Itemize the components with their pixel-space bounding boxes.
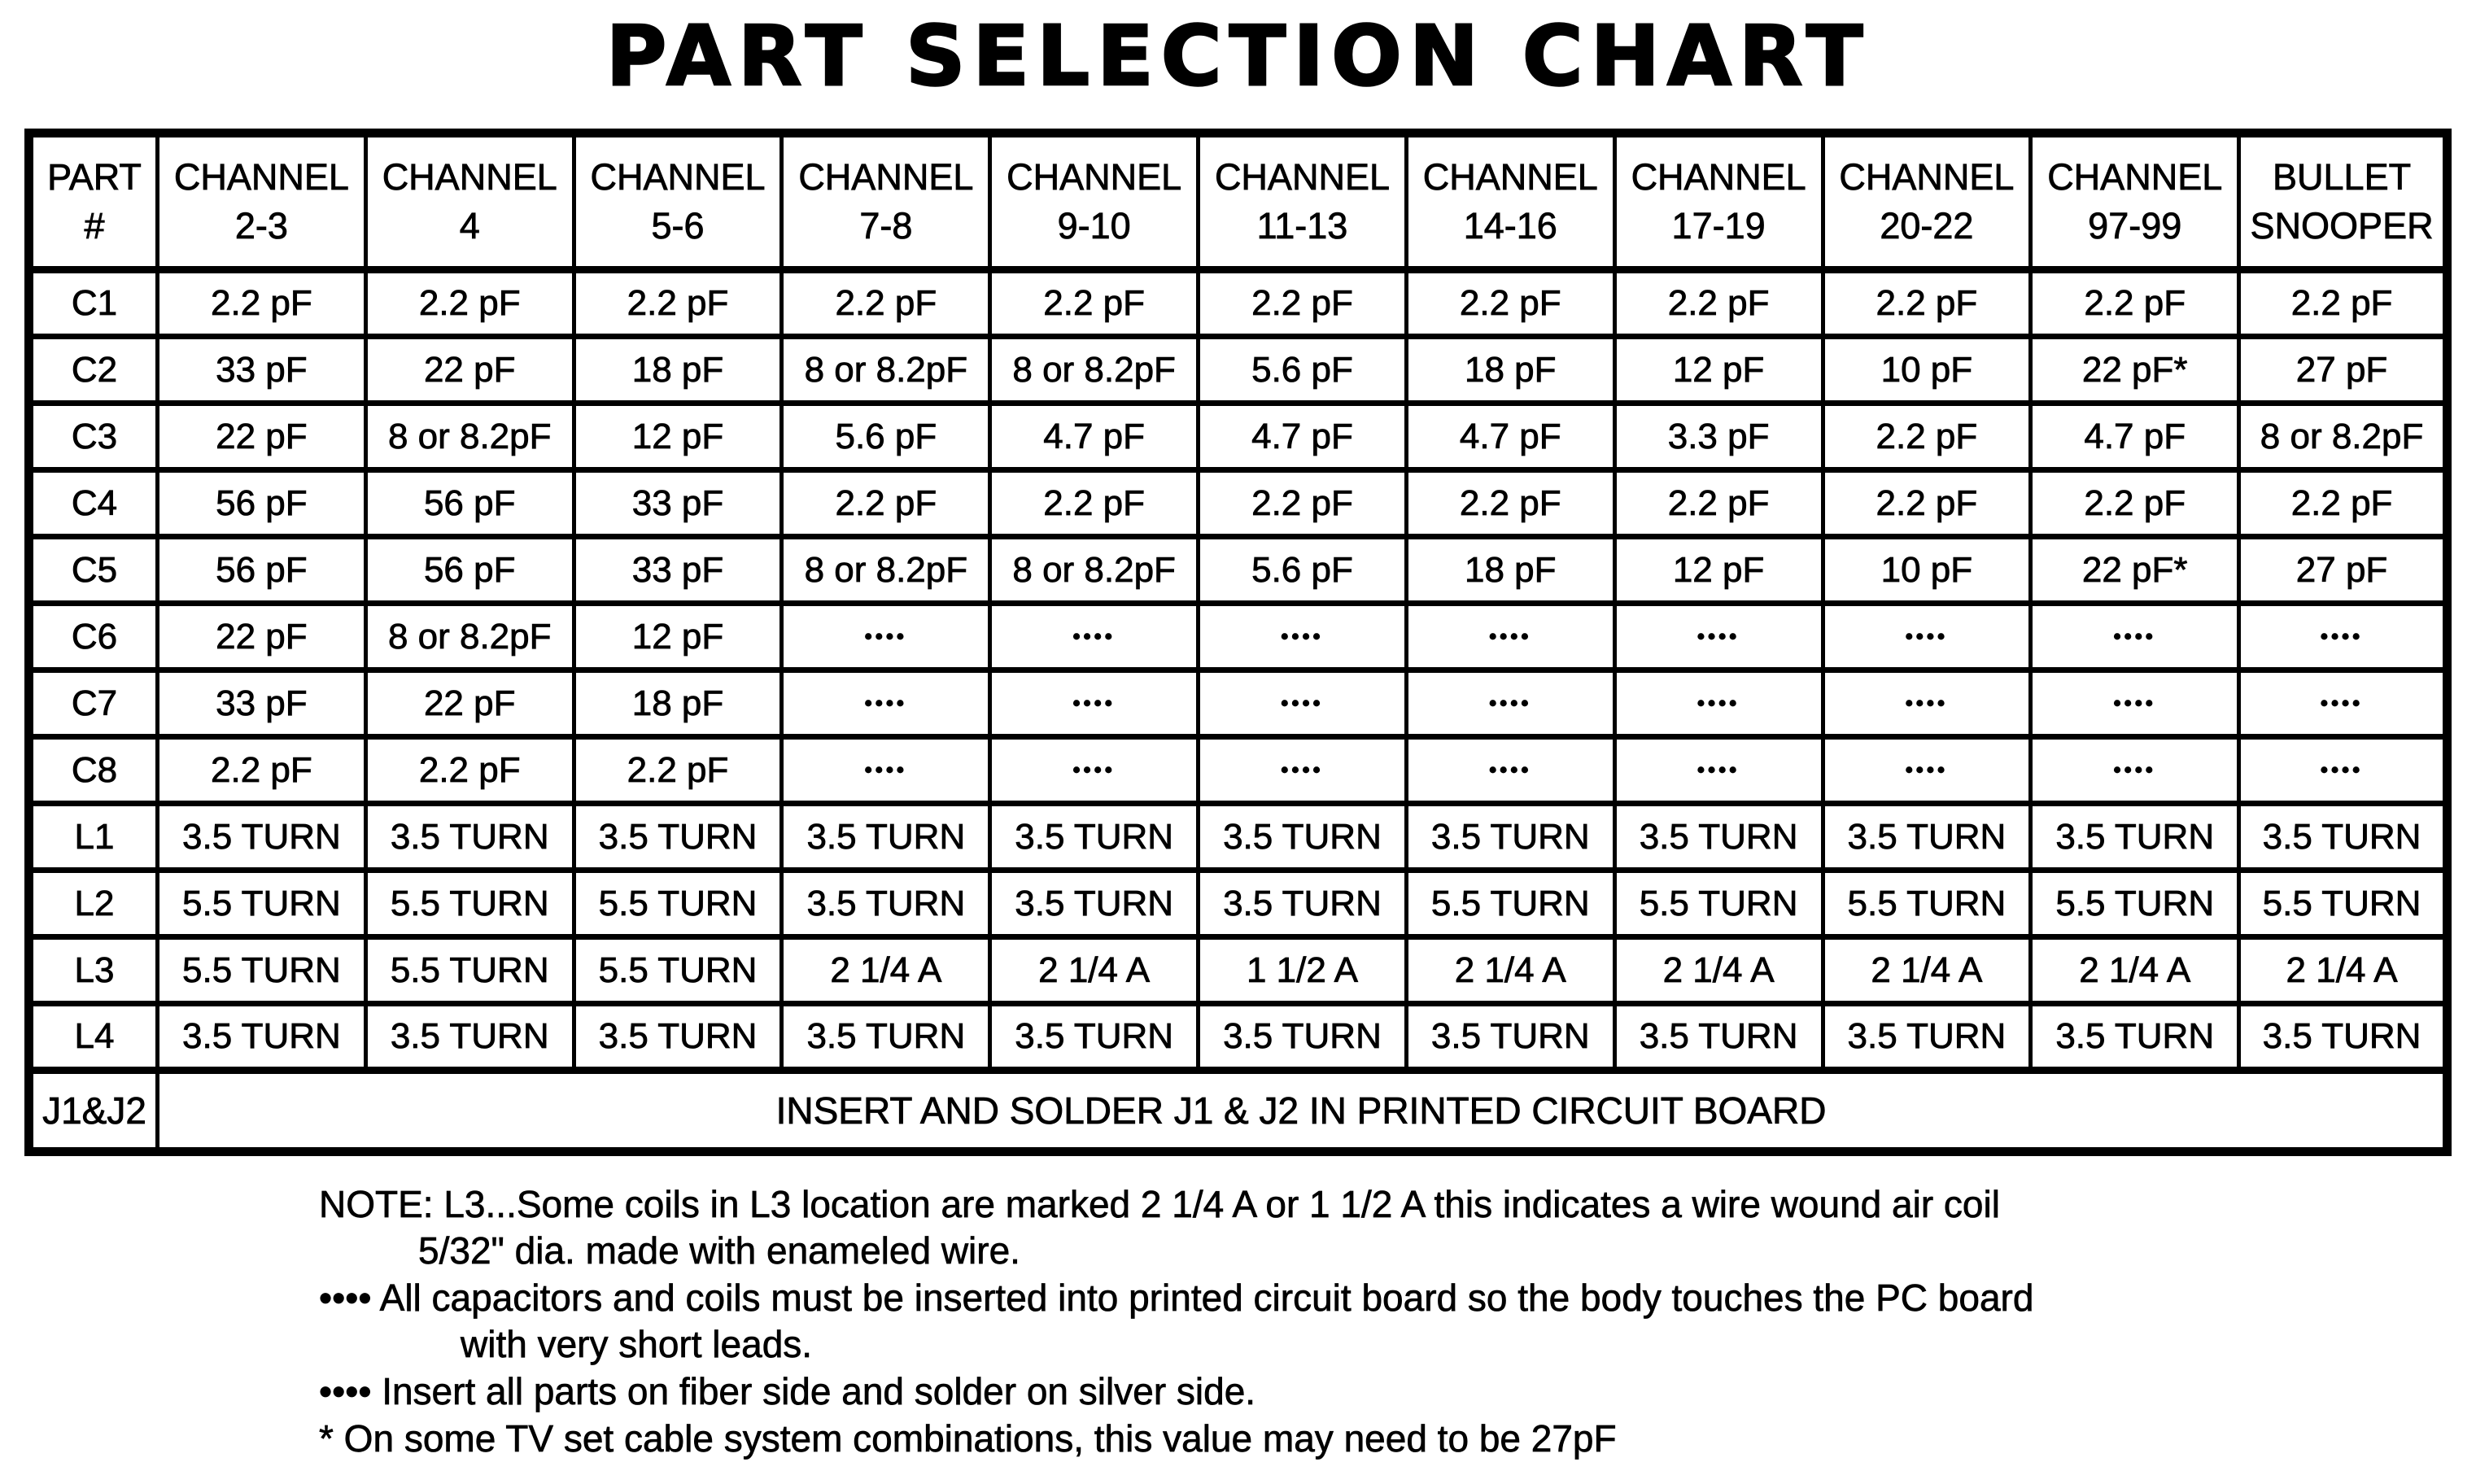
table-row-c6 xyxy=(29,604,2448,670)
part-number-cell: L1 xyxy=(29,804,158,871)
value-cell: 2 1/4 A xyxy=(2239,937,2448,1004)
value-cell: 2.2 pF xyxy=(1199,470,1407,537)
value-cell: 27 pF xyxy=(2239,537,2448,604)
value-cell: 2.2 pF xyxy=(782,470,990,537)
part-selection-table xyxy=(24,129,2452,1156)
value-cell: 5.6 pF xyxy=(1199,337,1407,404)
value-cell: •••• xyxy=(990,670,1199,737)
value-cell: 2.2 pF xyxy=(1614,270,1823,337)
value-cell: 2 1/4 A xyxy=(990,937,1199,1004)
note-line: •••• Insert all parts on fiber side and solder on silver side. xyxy=(319,1370,1256,1412)
value-cell: 3.5 TURN xyxy=(1614,804,1823,871)
value-cell: 8 or 8.2pF xyxy=(990,337,1199,404)
value-cell: 2 1/4 A xyxy=(1823,937,2031,1004)
value-cell: 12 pF xyxy=(1614,537,1823,604)
value-cell: •••• xyxy=(1823,604,2031,670)
value-cell: 33 pF xyxy=(574,537,782,604)
value-cell: 3.3 pF xyxy=(1614,404,1823,470)
table-row-l2 xyxy=(29,871,2448,937)
value-cell: 2.2 pF xyxy=(2031,270,2239,337)
value-cell: 3.5 TURN xyxy=(1199,1004,1407,1071)
value-cell: 4.7 pF xyxy=(990,404,1199,470)
value-cell: 5.5 TURN xyxy=(2031,871,2239,937)
value-cell: •••• xyxy=(2239,737,2448,804)
note-line: 5/32" dia. made with enameled wire. xyxy=(418,1229,1020,1272)
table-row-l1 xyxy=(29,804,2448,871)
value-cell: 3.5 TURN xyxy=(1199,804,1407,871)
column-header-channel-4: CHANNEL 4 xyxy=(365,133,574,270)
value-cell: 33 pF xyxy=(158,337,366,404)
value-cell: •••• xyxy=(782,670,990,737)
part-number-cell: C3 xyxy=(29,404,158,470)
value-cell: 2.2 pF xyxy=(990,270,1199,337)
value-cell: 56 pF xyxy=(365,470,574,537)
value-cell: •••• xyxy=(1823,737,2031,804)
value-cell: •••• xyxy=(1406,670,1614,737)
column-header-channel-9-10: CHANNEL 9-10 xyxy=(990,133,1199,270)
value-cell: 2.2 pF xyxy=(782,270,990,337)
value-cell: 22 pF* xyxy=(2031,537,2239,604)
value-cell: 12 pF xyxy=(574,604,782,670)
value-cell: •••• xyxy=(1199,737,1407,804)
table-row-c5 xyxy=(29,537,2448,604)
note-line: •••• All capacitors and coils must be inserted into printed circuit board so the body touches the PC board xyxy=(319,1277,2034,1319)
column-header-channel-2-3: CHANNEL 2-3 xyxy=(158,133,366,270)
part-number-cell: C5 xyxy=(29,537,158,604)
value-cell: 5.5 TURN xyxy=(574,937,782,1004)
value-cell: 2.2 pF xyxy=(365,270,574,337)
value-cell: •••• xyxy=(1614,670,1823,737)
note-line: with very short leads. xyxy=(461,1323,813,1365)
value-cell: 3.5 TURN xyxy=(782,871,990,937)
value-cell: 3.5 TURN xyxy=(158,804,366,871)
value-cell: 3.5 TURN xyxy=(365,804,574,871)
column-header-channel-17-19: CHANNEL 17-19 xyxy=(1614,133,1823,270)
part-number-cell: C2 xyxy=(29,337,158,404)
value-cell: 4.7 pF xyxy=(2031,404,2239,470)
value-cell: 2.2 pF xyxy=(158,270,366,337)
part-number-cell: L4 xyxy=(29,1004,158,1071)
value-cell: 3.5 TURN xyxy=(2031,1004,2239,1071)
value-cell: 5.5 TURN xyxy=(365,871,574,937)
note-capacitors-coils-insert xyxy=(319,1275,2033,1368)
column-header-channel-14-16: CHANNEL 14-16 xyxy=(1406,133,1614,270)
value-cell: 2.2 pF xyxy=(574,737,782,804)
value-cell: 5.5 TURN xyxy=(2239,871,2448,937)
value-cell: 3.5 TURN xyxy=(1614,1004,1823,1071)
value-cell: •••• xyxy=(2031,670,2239,737)
value-cell: 18 pF xyxy=(1406,537,1614,604)
table-row-c8 xyxy=(29,737,2448,804)
part-selection-table-wrap xyxy=(24,129,2452,1156)
value-cell: •••• xyxy=(1199,670,1407,737)
value-cell: 2.2 pF xyxy=(158,737,366,804)
value-cell: 18 pF xyxy=(574,337,782,404)
value-cell: 22 pF xyxy=(158,604,366,670)
part-number-cell: C7 xyxy=(29,670,158,737)
value-cell: 2.2 pF xyxy=(1823,270,2031,337)
value-cell: 5.5 TURN xyxy=(1614,871,1823,937)
value-cell: 10 pF xyxy=(1823,537,2031,604)
value-cell: 2.2 pF xyxy=(365,737,574,804)
value-cell: 2.2 pF xyxy=(1199,270,1407,337)
value-cell: 5.5 TURN xyxy=(158,871,366,937)
value-cell: 2.2 pF xyxy=(2031,470,2239,537)
value-cell: 2.2 pF xyxy=(1823,404,2031,470)
note-l3-air-coil xyxy=(319,1181,2033,1274)
part-number-cell: C1 xyxy=(29,270,158,337)
value-cell: •••• xyxy=(782,604,990,670)
span-instruction-cell: INSERT AND SOLDER J1 & J2 IN PRINTED CIRCUIT BOARD xyxy=(158,1071,2448,1152)
value-cell: 2.2 pF xyxy=(2239,270,2448,337)
value-cell: 33 pF xyxy=(574,470,782,537)
part-number-cell: L3 xyxy=(29,937,158,1004)
value-cell: 3.5 TURN xyxy=(2239,804,2448,871)
value-cell: 3.5 TURN xyxy=(1823,804,2031,871)
table-row-c1 xyxy=(29,270,2448,337)
part-table-body xyxy=(29,270,2448,1152)
value-cell: •••• xyxy=(990,604,1199,670)
table-row-c2 xyxy=(29,337,2448,404)
value-cell: •••• xyxy=(1614,737,1823,804)
page-title: PART SELECTION CHART xyxy=(605,8,1871,105)
table-row-l3 xyxy=(29,937,2448,1004)
value-cell: 3.5 TURN xyxy=(990,804,1199,871)
value-cell: 22 pF xyxy=(365,337,574,404)
note-line: NOTE: L3...Some coils in L3 location are marked 2 1/4 A or 1 1/2 A this indicates a wire wound air coil xyxy=(319,1183,2000,1225)
column-header-channel-97-99: CHANNEL 97-99 xyxy=(2031,133,2239,270)
value-cell: •••• xyxy=(2239,604,2448,670)
part-number-cell: C4 xyxy=(29,470,158,537)
value-cell: •••• xyxy=(990,737,1199,804)
value-cell: 5.5 TURN xyxy=(158,937,366,1004)
part-number-cell: J1&J2 xyxy=(29,1071,158,1152)
value-cell: 3.5 TURN xyxy=(782,804,990,871)
column-header-part-: PART # xyxy=(29,133,158,270)
value-cell: 5.5 TURN xyxy=(365,937,574,1004)
value-cell: 18 pF xyxy=(574,670,782,737)
value-cell: •••• xyxy=(1406,604,1614,670)
part-number-cell: C8 xyxy=(29,737,158,804)
note-line: * On some TV set cable system combinations, this value may need to be 27pF xyxy=(319,1417,1617,1460)
value-cell: 1 1/2 A xyxy=(1199,937,1407,1004)
value-cell: •••• xyxy=(2031,604,2239,670)
value-cell: 5.5 TURN xyxy=(574,871,782,937)
value-cell: 3.5 TURN xyxy=(2239,1004,2448,1071)
part-number-cell: L2 xyxy=(29,871,158,937)
table-row-c4 xyxy=(29,470,2448,537)
column-header-channel-20-22: CHANNEL 20-22 xyxy=(1823,133,2031,270)
value-cell: 22 pF xyxy=(158,404,366,470)
value-cell: •••• xyxy=(1614,604,1823,670)
note-fiber-side xyxy=(319,1368,2033,1415)
value-cell: 2.2 pF xyxy=(1406,470,1614,537)
value-cell: 2.2 pF xyxy=(1406,270,1614,337)
value-cell: 3.5 TURN xyxy=(990,871,1199,937)
value-cell: 2 1/4 A xyxy=(1614,937,1823,1004)
value-cell: 5.6 pF xyxy=(782,404,990,470)
note-asterisk-27pf xyxy=(319,1416,2033,1462)
table-row-c7 xyxy=(29,670,2448,737)
value-cell: •••• xyxy=(1199,604,1407,670)
value-cell: 56 pF xyxy=(158,537,366,604)
value-cell: 3.5 TURN xyxy=(782,1004,990,1071)
value-cell: 2.2 pF xyxy=(2239,470,2448,537)
column-header-channel-5-6: CHANNEL 5-6 xyxy=(574,133,782,270)
column-header-channel-11-13: CHANNEL 11-13 xyxy=(1199,133,1407,270)
value-cell: •••• xyxy=(2239,670,2448,737)
value-cell: 3.5 TURN xyxy=(1199,871,1407,937)
value-cell: 8 or 8.2pF xyxy=(782,337,990,404)
value-cell: 4.7 pF xyxy=(1199,404,1407,470)
value-cell: 5.5 TURN xyxy=(1823,871,2031,937)
value-cell: 8 or 8.2pF xyxy=(365,604,574,670)
value-cell: 2.2 pF xyxy=(990,470,1199,537)
column-header-channel-7-8: CHANNEL 7-8 xyxy=(782,133,990,270)
value-cell: 12 pF xyxy=(574,404,782,470)
value-cell: 3.5 TURN xyxy=(574,804,782,871)
value-cell: 56 pF xyxy=(365,537,574,604)
table-row-c3 xyxy=(29,404,2448,470)
value-cell: 3.5 TURN xyxy=(990,1004,1199,1071)
value-cell: 5.5 TURN xyxy=(1406,871,1614,937)
value-cell: 3.5 TURN xyxy=(2031,804,2239,871)
notes-block xyxy=(319,1181,2033,1463)
value-cell: •••• xyxy=(1406,737,1614,804)
table-row-j1j2 xyxy=(29,1071,2448,1152)
value-cell: 3.5 TURN xyxy=(1406,1004,1614,1071)
column-header-bullet-snooper: BULLET SNOOPER xyxy=(2239,133,2448,270)
value-cell: •••• xyxy=(1823,670,2031,737)
value-cell: 3.5 TURN xyxy=(158,1004,366,1071)
value-cell: 3.5 TURN xyxy=(574,1004,782,1071)
value-cell: 8 or 8.2pF xyxy=(782,537,990,604)
value-cell: 2 1/4 A xyxy=(2031,937,2239,1004)
value-cell: 18 pF xyxy=(1406,337,1614,404)
value-cell: 5.6 pF xyxy=(1199,537,1407,604)
value-cell: 3.5 TURN xyxy=(1823,1004,2031,1071)
value-cell: 2 1/4 A xyxy=(782,937,990,1004)
part-table-head-row xyxy=(29,133,2448,270)
part-number-cell: C6 xyxy=(29,604,158,670)
value-cell: 22 pF xyxy=(365,670,574,737)
value-cell: •••• xyxy=(782,737,990,804)
value-cell: 22 pF* xyxy=(2031,337,2239,404)
value-cell: 2.2 pF xyxy=(574,270,782,337)
value-cell: 10 pF xyxy=(1823,337,2031,404)
value-cell: 33 pF xyxy=(158,670,366,737)
value-cell: 2 1/4 A xyxy=(1406,937,1614,1004)
value-cell: 8 or 8.2pF xyxy=(990,537,1199,604)
value-cell: 4.7 pF xyxy=(1406,404,1614,470)
value-cell: •••• xyxy=(2031,737,2239,804)
value-cell: 12 pF xyxy=(1614,337,1823,404)
value-cell: 27 pF xyxy=(2239,337,2448,404)
value-cell: 56 pF xyxy=(158,470,366,537)
value-cell: 8 or 8.2pF xyxy=(2239,404,2448,470)
value-cell: 2.2 pF xyxy=(1614,470,1823,537)
value-cell: 2.2 pF xyxy=(1823,470,2031,537)
table-row-l4 xyxy=(29,1004,2448,1071)
value-cell: 8 or 8.2pF xyxy=(365,404,574,470)
value-cell: 3.5 TURN xyxy=(1406,804,1614,871)
value-cell: 3.5 TURN xyxy=(365,1004,574,1071)
